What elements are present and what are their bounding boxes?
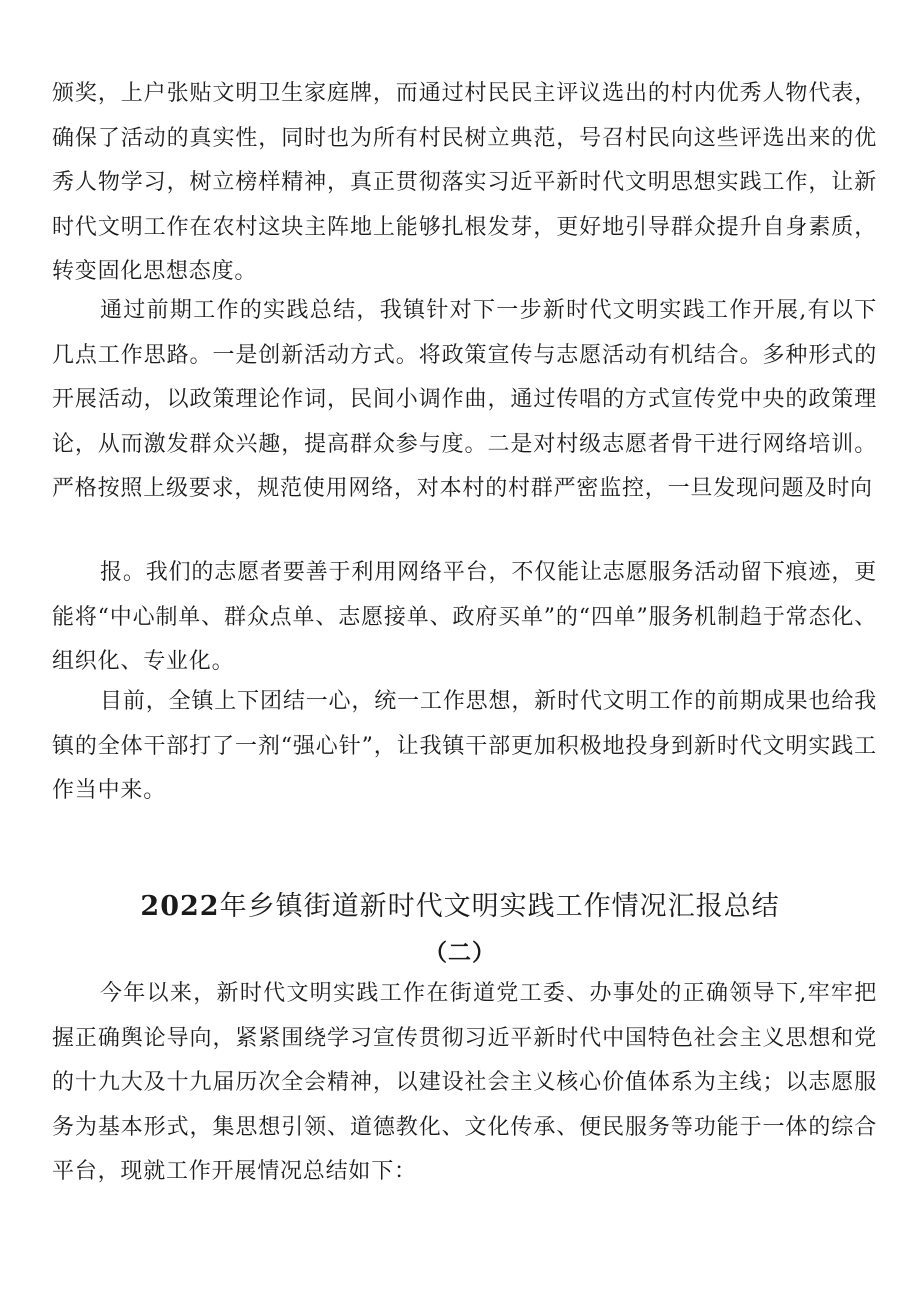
paragraph-awards: 颁奖，上户张贴文明卫生家庭牌，而通过村民民主评议选出的村内优秀人物代表，确保了活动的真实性，同时也为所有村民树立典范，号召村民向这些评选出来的优秀人物学习，树立榜样精神，真正贯彻落实习近平新时代文明思想实践工作，让新时代文明工作在农村这块主阵地上能够扎根发芽，更好地引导群众提升自身素质，转变固化思想态度。 <box>52 81 877 284</box>
paragraph-work-ideas: 通过前期工作的实践总结，我镇针对下一步新时代文明实践工作开展,有以下几点工作思路。一是创新活动方式。将政策宣传与志愿活动有机结合。多种形式的开展活动，以政策理论作词，民间小调作曲，通过传唱的方式宣传党中央的政策理论，从而激发群众兴趣，提高群众参与度。二是对村级志愿者骨干进行网络培训。严格按照上级要求，规范使用网络，对本村的村群严密监控，一旦发现问题及时向 <box>52 298 877 501</box>
section-subtitle: （二） <box>424 939 496 966</box>
paragraph-intro: 今年以来，新时代文明实践工作在街道党工委、办事处的正确领导下,牢牢把握正确舆论导向，紧紧围绕学习宣传贯彻习近平新时代中国特色社会主义思想和党的十九大及十九届历次全会精神，以建设社会主义核心价值体系为主线；以志愿服务为基本形式，集思想引领、道德教化、文化传承、便民服务等功能于一体的综合平台，现就工作开展情况总结如下： <box>52 981 877 1184</box>
section-title-text: 年乡镇街道新时代文明实践工作情况汇报总结 <box>219 891 780 922</box>
section-title-year: 2022 <box>140 891 220 922</box>
paragraph-volunteers: 报。我们的志愿者要善于利用网络平台，不仅能让志愿服务活动留下痕迹，更能将“中心制单、群众点单、志愿接单、政府买单”的“四单”服务机制趋于常态化、组织化、专业化。 <box>52 560 877 674</box>
paragraph-current-status: 目前，全镇上下团结一心，统一工作思想，新时代文明工作的前期成果也给我镇的全体干部打了一剂“强心针”，让我镇干部更加积极地投身到新时代文明实践工作当中来。 <box>52 689 877 803</box>
section-title <box>0 884 920 923</box>
